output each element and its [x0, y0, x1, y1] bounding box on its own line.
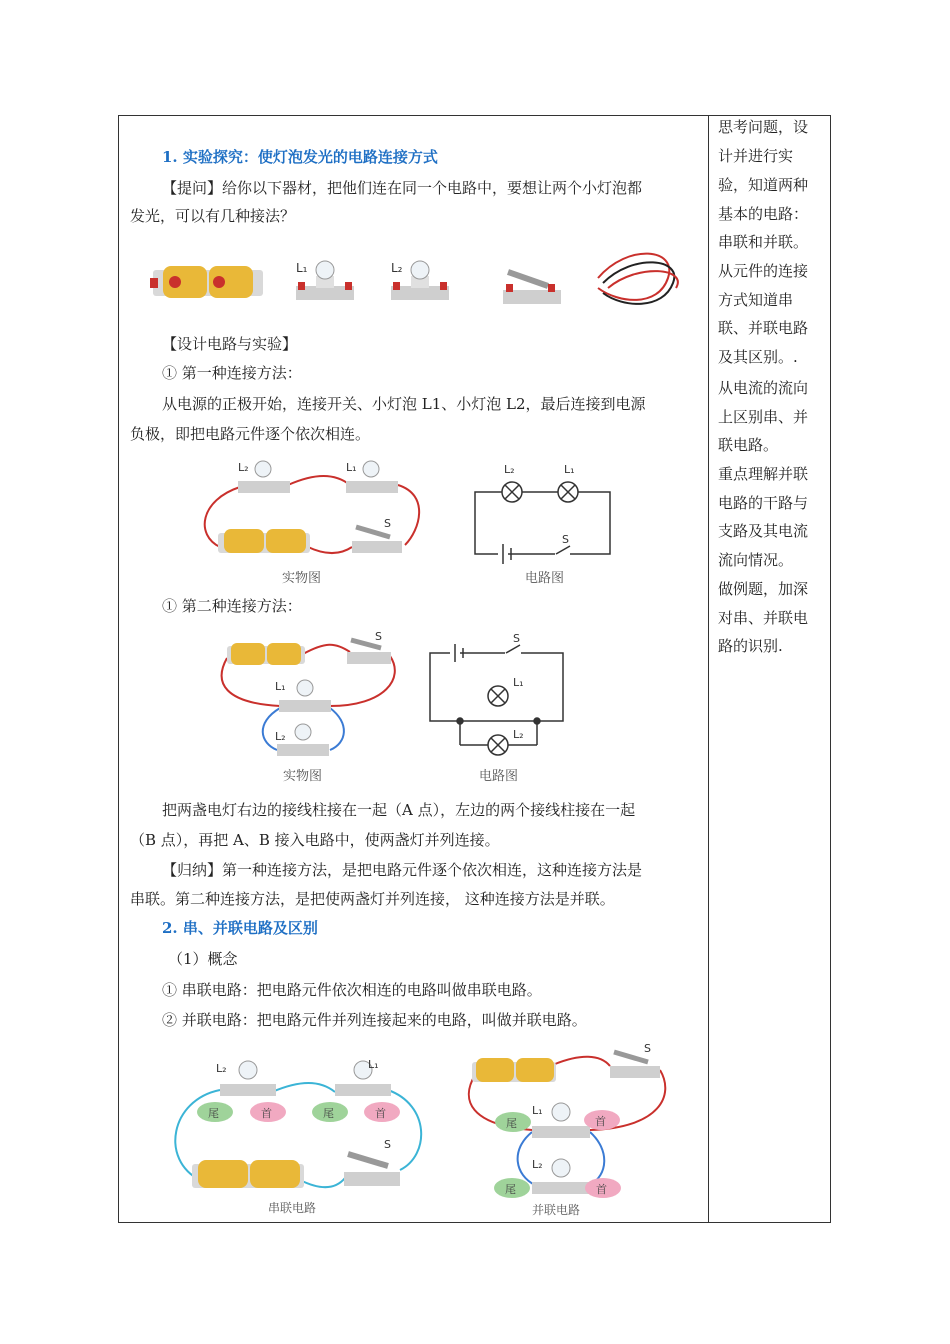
bottom-parallel-l1: L₁	[532, 1104, 543, 1117]
parallel-diagram-l1: L₁	[513, 676, 524, 689]
method-1-label: ① 第一种连接方法：	[162, 364, 302, 382]
parallel-figures	[215, 628, 575, 788]
parallel-definition: ② 并联电路：把电路元件并列连接起来的电路，叫做并联电路。	[162, 1011, 587, 1029]
series-diagram-caption: 电路图	[525, 571, 565, 586]
side-note-line: 联电路。	[718, 436, 779, 454]
parallel-real-s: S	[375, 630, 382, 643]
parallel-real-l1: L₁	[275, 680, 286, 693]
parallel-real-l2: L₂	[275, 730, 286, 743]
battery-pack	[150, 266, 263, 298]
point-text-2: （B 点），再把 A、B 接入电路中，使两盏灯并列连接。	[130, 831, 500, 849]
summary-line-2: 串联。第二种连接方法，是把使两盏灯并列连接， 这种连接方法是并联。	[130, 890, 615, 908]
series-definition: ① 串联电路：把电路元件依次相连的电路叫做串联电路。	[162, 981, 542, 999]
summary-line-1: 【归纳】第一种连接方法，是把电路元件逐个依次相连，这种连接方法是	[162, 861, 643, 879]
parallel-diagram-s: S	[513, 632, 520, 645]
tag-head-3: 首	[595, 1115, 606, 1128]
series-real-l1: L₁	[346, 461, 357, 474]
side-note-line: 联、并联电路	[718, 319, 809, 337]
circuit-comparison-figures	[160, 1040, 680, 1220]
bottom-parallel-s: S	[644, 1042, 651, 1055]
side-note-line: 电路的干路与	[718, 494, 809, 512]
parallel-real-picture	[222, 630, 395, 784]
series-circuit-diagram	[475, 463, 610, 586]
series-figures	[200, 455, 620, 590]
label-l2: L₂	[391, 261, 403, 275]
tag-tail-1: 尾	[208, 1107, 219, 1120]
wires-bundle	[598, 254, 678, 304]
side-note-line: 对串、并联电	[718, 609, 809, 627]
concept-label: （1）概念	[168, 950, 238, 968]
parallel-real-caption: 实物图	[283, 769, 323, 784]
side-note-line: 从元件的连接	[718, 262, 809, 280]
bottom-series-caption: 串联电路	[268, 1201, 317, 1215]
bottom-parallel-l2: L₂	[532, 1158, 543, 1171]
series-diagram-s: S	[562, 533, 569, 546]
side-note-line: 做例题，加深	[718, 580, 809, 598]
side-note-line: 路的识别.	[718, 637, 783, 655]
side-note-line: 从电流的流向	[718, 379, 809, 397]
bulb-l2	[391, 261, 449, 300]
series-diagram-l2: L₂	[504, 463, 515, 476]
tag-head-2: 首	[375, 1107, 386, 1120]
series-real-caption: 实物图	[282, 571, 322, 586]
side-note-line: 验，知道两种	[718, 176, 809, 194]
tag-tail-2: 尾	[323, 1107, 334, 1120]
bottom-parallel-caption: 并联电路	[532, 1203, 581, 1217]
side-note-line: 思考问题，设	[718, 118, 809, 136]
method-1-text-1: 从电源的正极开始，连接开关、小灯泡 L1、小灯泡 L2，最后连接到电源	[162, 395, 646, 413]
tag-head-1: 首	[261, 1107, 272, 1120]
label-l1: L₁	[296, 261, 308, 275]
bottom-series-s: S	[384, 1138, 391, 1151]
tag-tail-4: 尾	[505, 1183, 516, 1196]
question-line-1: 【提问】给你以下器材，把他们连在同一个电路中，要想让两个小灯泡都	[162, 179, 643, 197]
parallel-circuit-picture	[469, 1042, 665, 1217]
series-diagram-l1: L₁	[564, 463, 575, 476]
parallel-diagram-l2: L₂	[513, 728, 524, 741]
side-note-line: 支路及其电流	[718, 522, 809, 540]
switch	[503, 272, 561, 304]
side-note-line: 计并进行实	[718, 147, 794, 165]
side-note-line: 基本的电路：	[718, 205, 809, 223]
bulb-l1	[296, 261, 354, 300]
column-divider	[708, 115, 709, 1223]
series-real-picture	[205, 461, 419, 586]
tag-head-4: 首	[596, 1183, 607, 1196]
tag-tail-3: 尾	[506, 1117, 517, 1130]
method-1-text-2: 负极，即把电路元件逐个依次相连。	[130, 425, 371, 443]
side-note-line: 重点理解并联	[718, 465, 809, 483]
design-label: 【设计电路与实验】	[162, 335, 298, 353]
bottom-series-l2: L₂	[216, 1062, 227, 1075]
side-note-line: 及其区别。.	[718, 348, 798, 366]
question-line-2: 发光，可以有几种接法？	[130, 207, 296, 225]
equipment-figure	[148, 248, 693, 323]
heading-2: 2. 串、并联电路及区别	[162, 919, 318, 937]
series-circuit-picture	[175, 1058, 421, 1215]
side-note-line: 串联和并联。	[718, 233, 809, 251]
side-note-line: 流向情况。	[718, 551, 794, 569]
series-real-s: S	[384, 517, 391, 530]
bottom-series-l1: L₁	[368, 1058, 379, 1071]
side-note-line: 上区别串、并	[718, 408, 809, 426]
method-2-label: ① 第二种连接方法：	[162, 597, 302, 615]
parallel-diagram-caption: 电路图	[479, 769, 519, 784]
series-real-l2: L₂	[238, 461, 249, 474]
point-text-1: 把两盏电灯右边的接线柱接在一起（A 点），左边的两个接线柱接在一起	[162, 801, 636, 819]
side-note-line: 方式知道串	[718, 291, 794, 309]
heading-1: 1. 实验探究：使灯泡发光的电路连接方式	[162, 148, 438, 166]
parallel-circuit-diagram	[430, 632, 563, 784]
